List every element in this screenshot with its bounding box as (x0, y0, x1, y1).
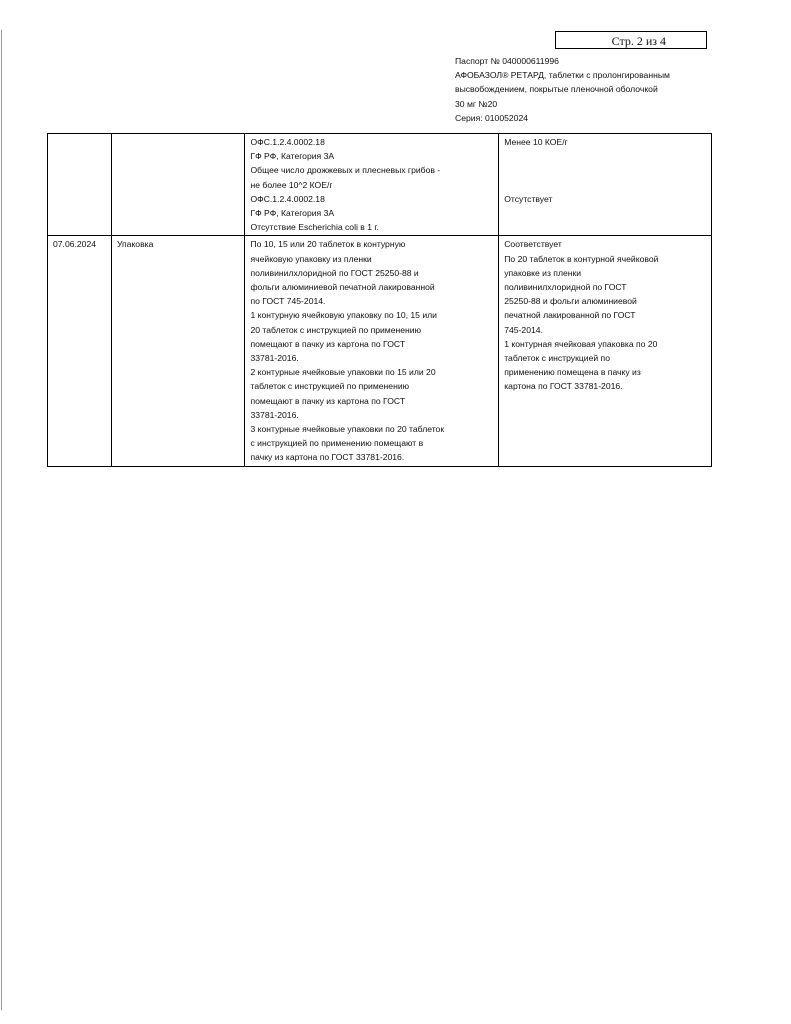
result-line: упаковке из пленки (504, 267, 582, 278)
product-name-line1: АФОБАЗОЛ® РЕТАРД, таблетки с пролонгированным (455, 70, 670, 81)
requirement-line: не более 10^2 КОЕ/г (250, 179, 333, 190)
requirement-cell (245, 236, 499, 466)
result-line: Отсутствует (504, 193, 553, 204)
requirement-line: ячейковую упаковку из пленки (250, 253, 372, 264)
result-line: поливинилхлоридной по ГОСТ (504, 282, 627, 293)
requirement-line: помещают в пачку из картона по ГОСТ (250, 338, 406, 349)
product-dose: 30 мг №20 (455, 98, 498, 109)
requirement-line: По 10, 15 или 20 таблеток в контурную (250, 239, 406, 250)
requirement-line: 1 контурную ячейковую упаковку по 10, 15 или (250, 310, 437, 321)
table-row (48, 236, 712, 466)
result-line: применению помещена в пачку из (504, 367, 641, 378)
result-cell (499, 236, 712, 466)
requirement-line: 2 контурные ячейковые упаковки по 15 или 20 (250, 367, 436, 378)
product-name-line2: высвобождением, покрытые пленочной оболочкой (455, 84, 658, 95)
result-line: По 20 таблеток в контурной ячейковой (504, 253, 659, 264)
requirement-cell (245, 134, 499, 236)
result-cell (499, 134, 712, 236)
requirement-line: 33781-2016. (250, 353, 299, 364)
result-line: картона по ГОСТ 33781-2016. (504, 381, 623, 392)
requirement-line: Общее число дрожжевых и плесневых грибов - (250, 165, 441, 176)
requirement-line: по ГОСТ 745-2014. (250, 296, 326, 307)
result-line: 1 контурная ячейковая упаковка по 20 (504, 338, 658, 349)
result-line: Соответствует (504, 239, 562, 250)
table-row (48, 134, 712, 236)
scan-left-edge (1, 30, 2, 1010)
result-line: 25250-88 и фольги алюминиевой (504, 296, 637, 307)
requirement-line: 33781-2016. (250, 409, 299, 420)
requirement-line: таблеток с инструкцией по применению (250, 381, 410, 392)
document-header (455, 54, 775, 125)
requirement-line: ОФС.1.2.4.0002.18 (250, 137, 325, 147)
indicator-cell: Упаковка (111, 236, 245, 466)
batch-series: Серия: 010052024 (455, 112, 529, 123)
requirement-line: пачку из картона по ГОСТ 33781-2016. (250, 452, 405, 463)
indicator-cell (111, 134, 245, 236)
requirement-line: поливинилхлоридной по ГОСТ 25250-88 и (250, 267, 419, 278)
result-line: Менее 10 КОЕ/г (504, 137, 568, 147)
quality-table (47, 133, 712, 467)
requirement-line: Отсутствие Escherichia coli в 1 г. (250, 222, 379, 233)
requirement-line: фольги алюминиевой печатной лакированной (250, 282, 435, 293)
requirement-line: ОФС.1.2.4.0002.18 (250, 193, 325, 204)
date-cell: 07.06.2024 (48, 236, 112, 466)
requirement-line: помещают в пачку из картона по ГОСТ (250, 395, 406, 406)
passport-number: Паспорт № 040000611996 (455, 56, 559, 66)
requirement-line: с инструкцией по применению помещают в (250, 438, 424, 449)
requirement-line: ГФ РФ, Категория 3А (250, 208, 335, 219)
result-line: 745-2014. (504, 324, 543, 335)
page-indicator: Стр. 2 из 4 (555, 31, 707, 49)
requirement-line: ГФ РФ, Категория 3А (250, 151, 335, 162)
date-cell (48, 134, 112, 236)
result-line: печатной лакированной по ГОСТ (504, 310, 636, 321)
result-line: таблеток с инструкцией по (504, 353, 610, 364)
requirement-line: 20 таблеток с инструкцией по применению (250, 324, 422, 335)
requirement-line: 3 контурные ячейковые упаковки по 20 таблеток (250, 424, 445, 435)
